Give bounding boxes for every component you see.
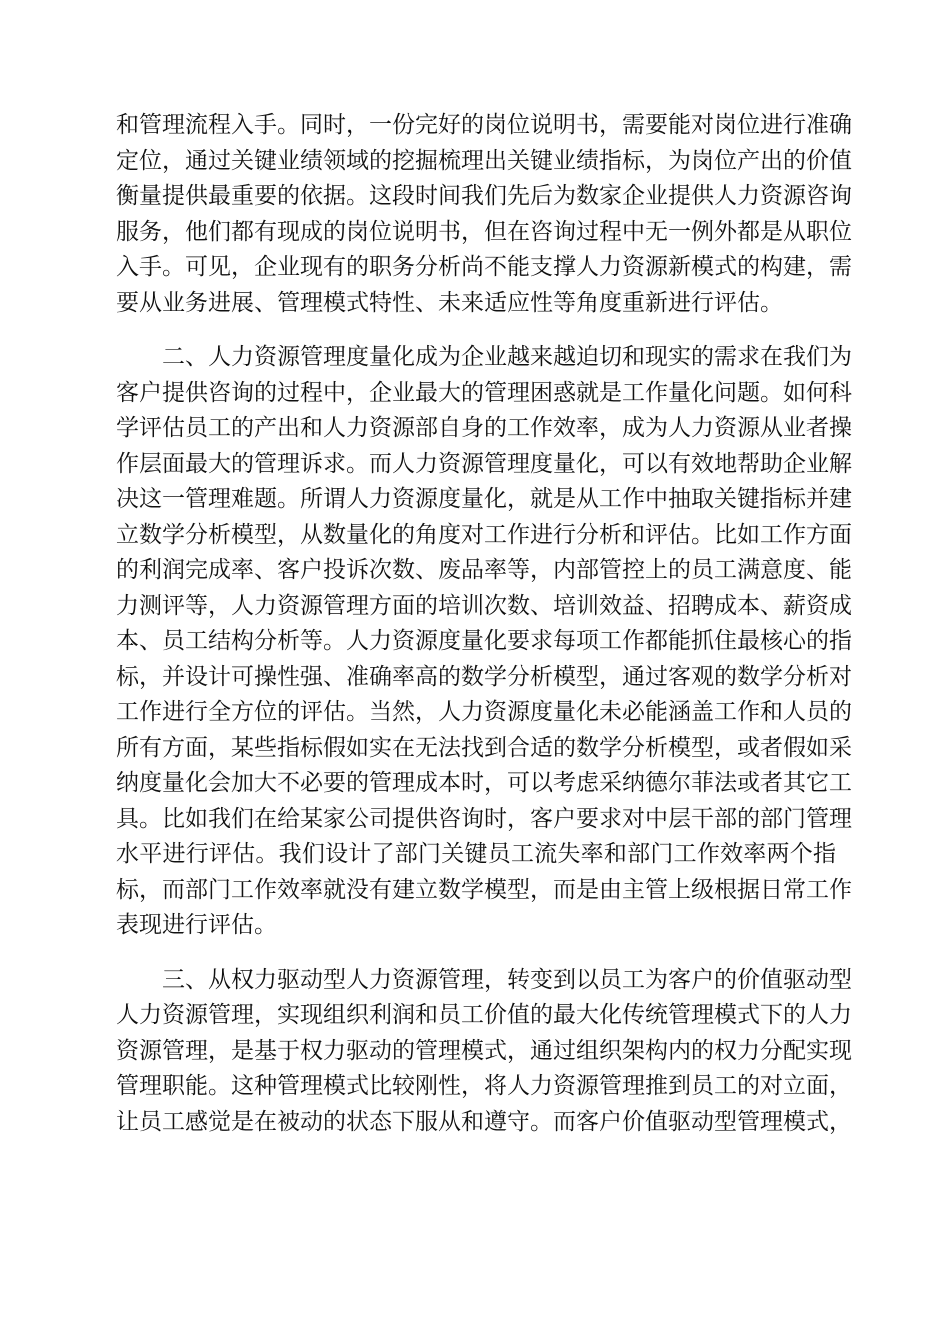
text-line: 要从业务进展、管理模式特性、未来适应性等角度重新进行评估。 <box>116 289 783 316</box>
text-line: 所有方面，某些指标假如实在无法找到合适的数学分析模型，或者假如采 <box>116 734 852 761</box>
paragraph-job-description <box>116 108 852 321</box>
text-line: 和管理流程入手。同时，一份完好的岗位说明书，需要能对岗位进行准确 <box>116 112 852 138</box>
text-line: 管理职能。这种管理模式比较刚性，将人力资源管理推到员工的对立面， <box>116 1073 852 1099</box>
text-line: 入手。可见，企业现有的职务分析尚不能支撑人力资源新模式的构建，需 <box>116 254 852 280</box>
text-line: 表现进行评估。 <box>116 912 277 938</box>
text-line: 人力资源管理，实现组织利润和员工价值的最大化传统管理模式下的人力 <box>116 1002 852 1028</box>
text-line: 学评估员工的产出和人力资源部自身的工作效率，成为人力资源从业者操 <box>116 415 852 441</box>
text-line: 三、从权力驱动型人力资源管理，转变到以员工为客户的价值驱动型 <box>162 966 852 993</box>
text-line: 作层面最大的管理诉求。而人力资源管理度量化，可以有效地帮助企业解 <box>116 450 852 477</box>
text-line: 工作进行全方位的评估。当然，人力资源度量化未必能涵盖工作和人员的 <box>116 699 852 725</box>
text-line: 本、员工结构分析等。人力资源度量化要求每项工作都能抓住最核心的指 <box>116 628 852 654</box>
text-line: 让员工感觉是在被动的状态下服从和遵守。而客户价值驱动型管理模式， <box>116 1108 852 1135</box>
text-line: 客户提供咨询的过程中，企业最大的管理困惑就是工作量化问题。如何科 <box>116 379 852 406</box>
text-line: 决这一管理难题。所谓人力资源度量化，就是从工作中抽取关键指标并建 <box>116 486 852 512</box>
text-line: 定位，通过关键业绩领域的挖掘梳理出关键业绩指标，为岗位产出的价值 <box>116 147 852 174</box>
text-line: 纳度量化会加大不必要的管理成本时，可以考虑采纳德尔菲法或者其它工 <box>116 770 852 796</box>
text-line: 标，并设计可操性强、准确率高的数学分析模型，通过客观的数学分析对 <box>116 663 852 690</box>
text-line: 衡量提供最重要的依据。这段时间我们先后为数家企业提供人力资源咨询 <box>116 183 852 209</box>
text-line: 二、人力资源管理度量化成为企业越来越迫切和现实的需求在我们为 <box>162 344 852 370</box>
text-line: 服务，他们都有现成的岗位说明书，但在咨询过程中无一例外都是从职位 <box>116 218 852 245</box>
text-line: 水平进行评估。我们设计了部门关键员工流失率和部门工作效率两个指 <box>116 841 836 867</box>
text-line: 的利润完成率、客户投诉次数、废品率等，内部管控上的员工满意度、能 <box>116 557 852 583</box>
text-line: 立数学分析模型，从数量化的角度对工作进行分析和评估。比如工作方面 <box>116 521 852 548</box>
text-line: 具。比如我们在给某家公司提供咨询时，客户要求对中层干部的部门管理 <box>116 805 852 832</box>
text-line: 资源管理，是基于权力驱动的管理模式，通过组织架构内的权力分配实现 <box>116 1037 852 1064</box>
document-body <box>116 108 852 1140</box>
text-line: 力测评等，人力资源管理方面的培训次数、培训效益、招聘成本、薪资成 <box>116 592 852 619</box>
text-line: 标，而部门工作效率就没有建立数学模型，而是由主管上级根据日常工作 <box>116 876 852 903</box>
paragraph-hr-quantification <box>116 340 852 944</box>
paragraph-value-driven-hr <box>116 963 852 1141</box>
